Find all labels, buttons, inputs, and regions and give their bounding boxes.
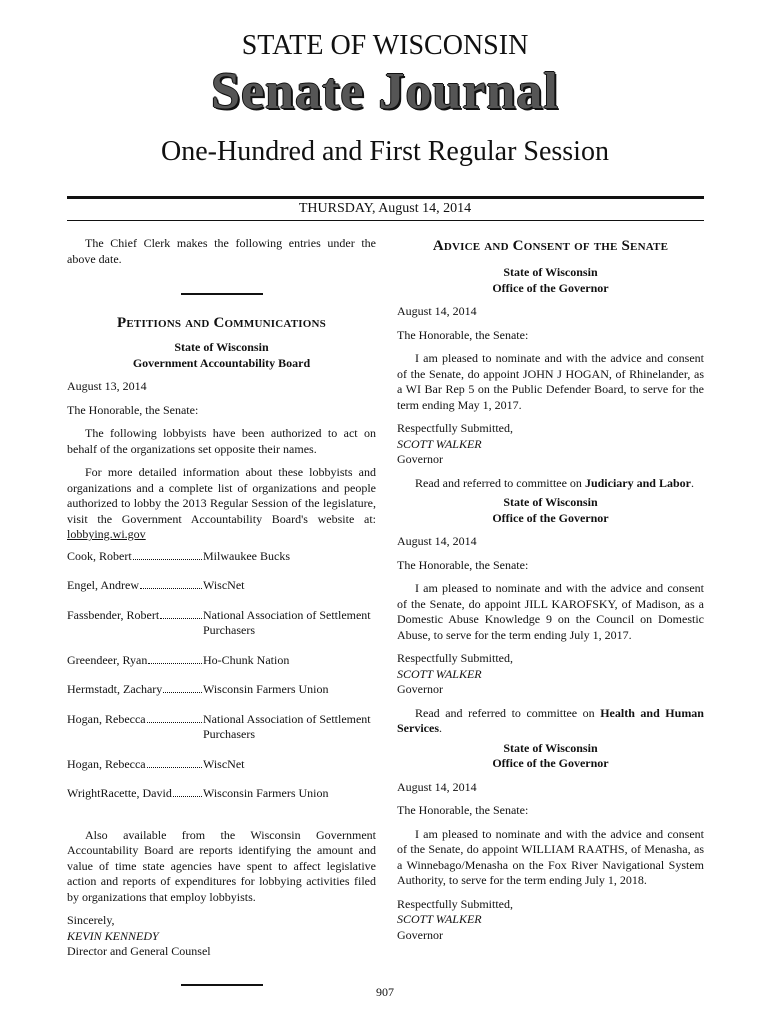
- lobbyist-row: [67, 786, 376, 802]
- nomination-body: I am pleased to nominate and with the advice and consent of the Senate, do appoint WILLIAM RAATHS, of Menasha, as a Winnebago/Menasha on the Fox River Navigational System Authority, to serve for the term ending July 1, 2018.: [397, 826, 704, 887]
- leader-dots: [133, 549, 202, 560]
- nomination-body: I am pleased to nominate and with the advice and consent of the Senate, do appoint JILL KAROFSKY, of Madison, as a Domestic Abuse Knowledge 9 on the Council on Domestic Abuse, to serve for the term ending July 1, 2017.: [397, 581, 704, 642]
- referral-end: .: [438, 721, 442, 735]
- lobbyist-organization: WiscNet: [203, 756, 245, 771]
- session-title: One-Hundred and First Regular Session: [161, 136, 609, 167]
- lobbyist-list: [67, 549, 376, 802]
- lobbyist-name: Hogan, Rebecca: [67, 756, 146, 771]
- lobbyist-organization: National Association of Settlement Purchasers: [203, 607, 371, 637]
- lobbyist-name-cell: [67, 608, 203, 624]
- right-column: [397, 236, 704, 943]
- lobbyist-name: Hermstadt, Zachary: [67, 682, 163, 696]
- salutation: The Honorable, the Senate:: [67, 402, 199, 417]
- lobbyist-name-cell: [67, 786, 203, 802]
- header-rule-top: [67, 196, 704, 199]
- lobbyist-organization: Milwaukee Bucks: [203, 548, 290, 563]
- sender-line-1: State of Wisconsin: [503, 265, 598, 279]
- salutation: The Honorable, the Senate:: [397, 557, 529, 572]
- referral-line: [397, 476, 704, 492]
- letter-date: August 13, 2014: [67, 379, 147, 393]
- signer-name: KEVIN KENNEDY: [67, 928, 159, 943]
- leader-dots: [173, 786, 202, 797]
- letter-date: August 14, 2014: [397, 779, 477, 794]
- lobbyist-organization: Wisconsin Farmers Union: [203, 682, 329, 696]
- salutation: The Honorable, the Senate:: [397, 327, 529, 342]
- lobbyist-organization: Ho-Chunk Nation: [203, 652, 290, 667]
- nomination-body: I am pleased to nominate and with the advice and consent of the Senate, do appoint JOHN J HOGAN, of Rhinelander, as a WI Bar Rep 5 on the Public Defender Board, to serve for the term ending May 1, 2017.: [397, 351, 704, 412]
- lobbyist-organization: WiscNet: [203, 578, 245, 592]
- leader-dots: [140, 578, 202, 589]
- referral-text: Read and referred to committee on: [415, 705, 595, 720]
- governor-letters: [397, 265, 704, 943]
- lobbyist-name-cell: [67, 578, 203, 594]
- closing: Respectfully Submitted,: [397, 896, 513, 911]
- reports-paragraph: Also available from the Wisconsin Government Accountability Board are reports identifying the amount and value of time state agencies have spent to affect legislative action and reports of expenditures for lobbying activities filed by organizations that employ lobbyists.: [67, 827, 376, 904]
- leader-dots: [148, 653, 202, 664]
- leader-dots: [163, 682, 202, 693]
- state-title: STATE OF WISCONSIN: [241, 30, 529, 61]
- lobbyist-name: Hogan, Rebecca: [67, 711, 146, 726]
- closing: Respectfully Submitted,: [397, 421, 513, 435]
- letter-date: August 14, 2014: [397, 534, 477, 548]
- letter-date: August 14, 2014: [397, 304, 477, 318]
- left-column: [67, 236, 376, 986]
- lobbyist-name-cell: [67, 712, 203, 728]
- header-rule-bottom: [67, 220, 704, 221]
- sender-line-2: Office of the Governor: [492, 280, 609, 295]
- lobbyist-row: [67, 682, 376, 698]
- sender-line-1: State of Wisconsin: [503, 740, 598, 755]
- governor-letter: [397, 741, 704, 944]
- sender-line-2: Office of the Governor: [492, 510, 609, 525]
- page-number: 907: [376, 985, 394, 999]
- lobbyist-row: [67, 578, 376, 594]
- lobbyist-row: [67, 653, 376, 669]
- lobbyist-organization: Wisconsin Farmers Union: [203, 786, 329, 800]
- governor-letter: [397, 265, 704, 495]
- committee-name: Health and Human Services: [397, 705, 704, 735]
- signer-title: Governor: [397, 682, 443, 696]
- more-info-text: For more detailed information about these lobbyists and organizations and a complete list of organizations and people authorized to lobby the 2013 Regular Session of the legislature, visit the Government Accountability Board's website at:: [67, 465, 376, 526]
- lobbyist-name: WrightRacette, David: [67, 786, 172, 800]
- section-title-advice-consent: Advice and Consent of the Senate: [432, 238, 669, 254]
- lobbyist-name-cell: [67, 549, 203, 565]
- journal-date: THURSDAY, August 14, 2014: [298, 201, 472, 216]
- sender-line-2: Government Accountability Board: [132, 355, 311, 370]
- referral-text: Read and referred to committee on: [415, 475, 582, 490]
- lobbyist-name-cell: [67, 757, 203, 773]
- sender-line-1: State of Wisconsin: [174, 340, 269, 354]
- governor-letter: [397, 495, 704, 741]
- lobbying-website-link[interactable]: lobbying.wi.gov: [67, 527, 146, 541]
- lobbyist-name: Fassbender, Robert: [67, 607, 160, 622]
- lobbyist-name-cell: [67, 653, 203, 669]
- more-info-paragraph: [67, 465, 376, 543]
- closing: Sincerely,: [67, 913, 115, 927]
- signer-name: SCOTT WALKER: [397, 436, 482, 451]
- lobbyist-row: [67, 712, 376, 743]
- sender-line-2: Office of the Governor: [492, 756, 609, 770]
- lobbyist-organization: National Association of Settlement Purchasers: [203, 711, 371, 741]
- leader-dots: [147, 757, 202, 768]
- referral-end: .: [690, 475, 694, 490]
- intro-paragraph: The Chief Clerk makes the following entries under the above date.: [67, 236, 376, 266]
- journal-title: Senate Journal: [211, 63, 559, 120]
- closing: Respectfully Submitted,: [397, 651, 513, 665]
- signer-name: SCOTT WALKER: [397, 666, 482, 681]
- signer-name: SCOTT WALKER: [397, 912, 482, 926]
- lobbyist-row: [67, 757, 376, 773]
- sender-line-1: State of Wisconsin: [503, 495, 598, 509]
- referral-line: [397, 706, 704, 737]
- leader-dots: [147, 712, 202, 723]
- lobbyist-intro-paragraph: The following lobbyists have been authorized to act on behalf of the organizations set opposite their names.: [67, 426, 376, 456]
- section-title-petitions: Petitions and Communications: [117, 315, 326, 331]
- lobbyist-row: [67, 608, 376, 639]
- salutation: The Honorable, the Senate:: [397, 803, 529, 817]
- signer-title: Director and General Counsel: [67, 944, 211, 958]
- lobbyist-name: Engel, Andrew: [67, 578, 139, 592]
- lobbyist-row: [67, 549, 376, 565]
- signer-title: Governor: [397, 927, 443, 942]
- signer-title: Governor: [397, 452, 443, 466]
- lobbyist-name-cell: [67, 682, 203, 698]
- lobbyist-name: Greendeer, Ryan: [67, 652, 148, 667]
- leader-dots: [160, 608, 202, 619]
- lobbyist-name: Cook, Robert: [67, 548, 132, 563]
- committee-name: Judiciary and Labor: [584, 475, 691, 490]
